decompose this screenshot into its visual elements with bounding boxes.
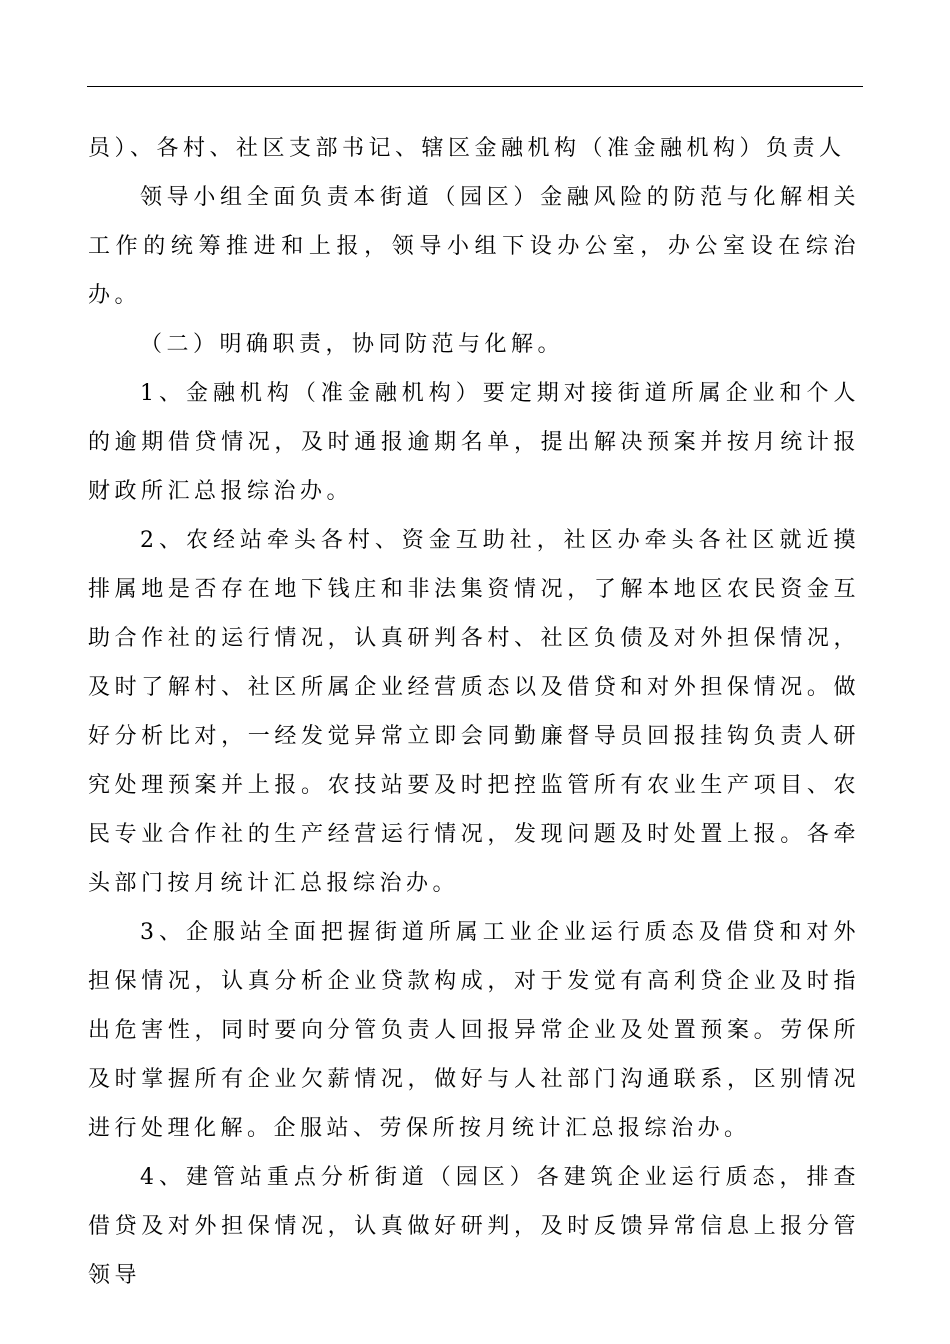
paragraph-item-3: 3、企服站全面把握街道所属工业企业运行质态及借贷和对外担保情况，认真分析企业贷款构成，对于发觉有高利贷企业及时指出危害性，同时要向分管负责人回报异常企业及处置预案。劳保所及时掌握所有企业欠薪情况，做好与人社部门沟通联系，区别情况进行处理化解。企服站、劳保所按月统计汇总报综治办。 <box>88 920 860 1141</box>
paragraph-item-2: 2、农经站牵头各村、资金互助社，社区办牵头各社区就近摸排属地是否存在地下钱庄和非法集资情况，了解本地区农民资金互助合作社的运行情况，认真研判各村、社区负债及对外担保情况，及时了解村、社区所属企业经营质态以及借贷和对外担保情况。做好分析比对，一经发觉异常立即会同勤廉督导员回报挂钩负责人研究处理预案并上报。农技站要及时把控监管所有农业生产项目、农民专业合作社的生产经营运行情况，发现问题及时处置上报。各牵头部门按月统计汇总报综治办。 <box>88 528 860 896</box>
paragraph-item-4: 4、建管站重点分析街道（园区）各建筑企业运行质态，排查借贷及对外担保情况，认真做好研判，及时反馈异常信息上报分管领导 <box>88 1165 860 1288</box>
section-heading: （二）明确职责，协同防范与化解。 <box>140 332 565 357</box>
header-rule <box>87 86 863 87</box>
document-body <box>88 124 860 1300</box>
paragraph-item-1: 1、金融机构（准金融机构）要定期对接街道所属企业和个人的逾期借贷情况，及时通报逾期名单，提出解决预案并按月统计报财政所汇总报综治办。 <box>88 381 860 504</box>
paragraph-continuation: 员）、各村、社区支部书记、辖区金融机构（准金融机构）负责人 <box>88 136 846 161</box>
paragraph-leading-group: 领导小组全面负责本街道（园区）金融风险的防范与化解相关工作的统筹推进和上报，领导小组下设办公室，办公室设在综治办。 <box>88 185 860 308</box>
